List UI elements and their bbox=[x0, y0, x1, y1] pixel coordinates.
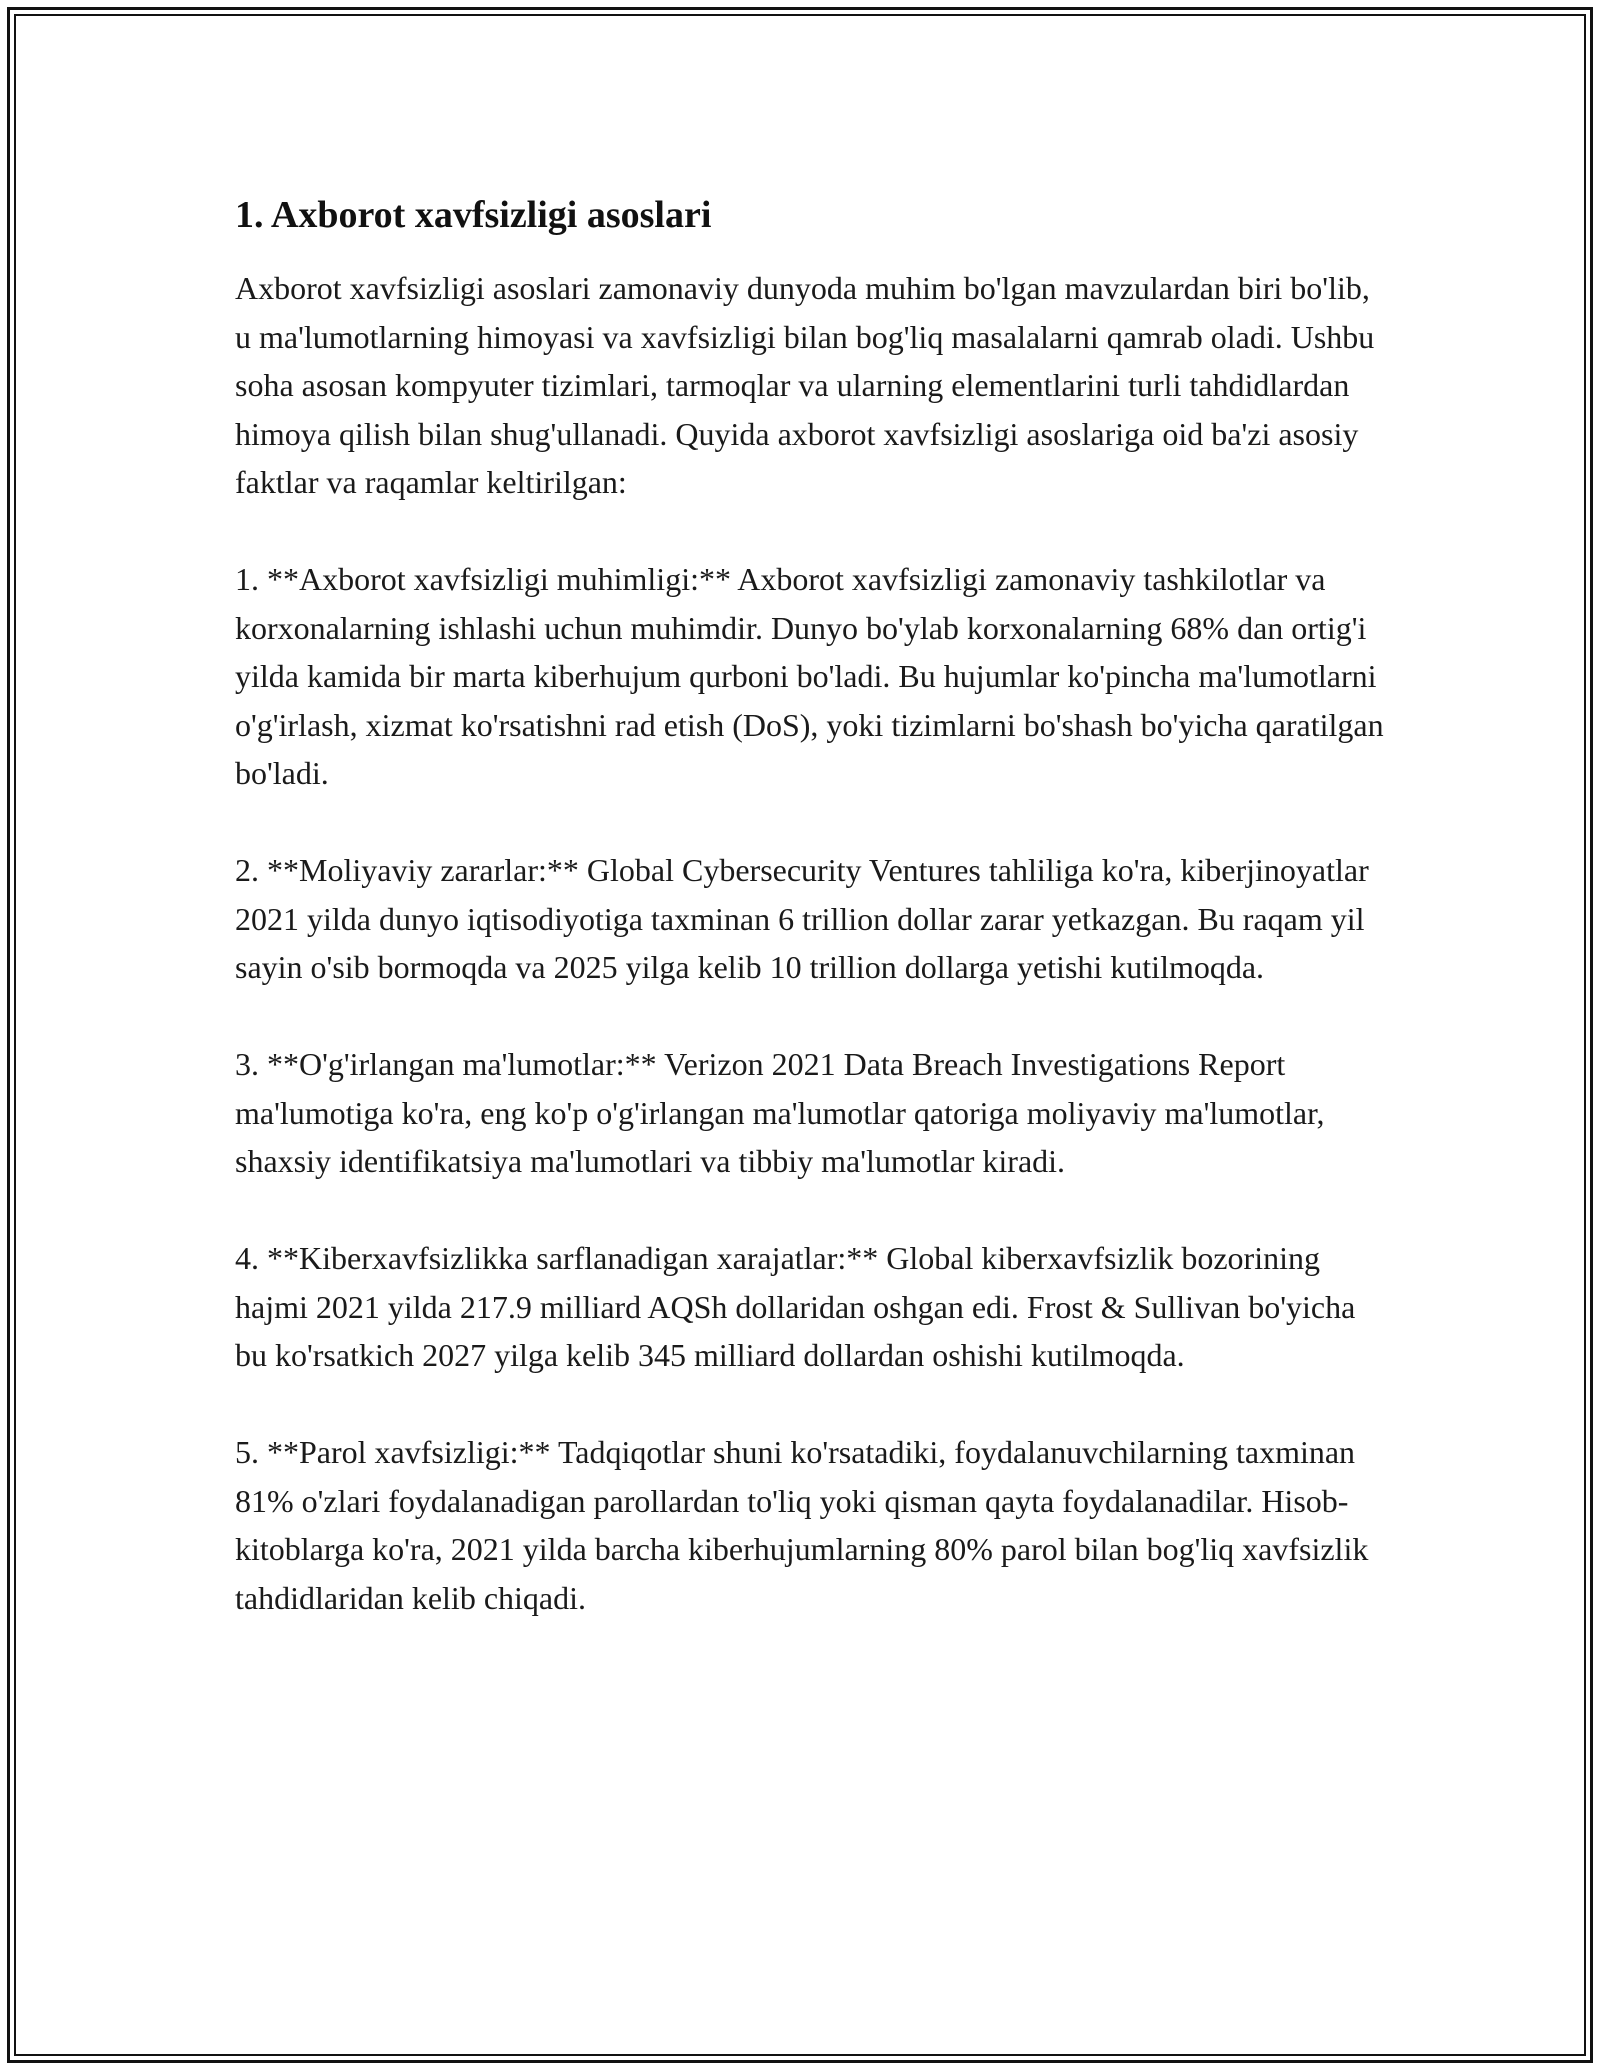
intro-paragraph: Axborot xavfsizligi asoslari zamonaviy dunyoda muhim bo'lgan mavzulardan biri bo'lib, u ma'lumotlarning himoyasi va xavfsizligi bilan bog'liq masalalarni qamrab oladi. Ushbu soha asosan kompyuter tizimlari, tarmoqlar va ularning elementlarini turli tahdidlardan himoya qilish bilan shug'ullanadi. Quyida axborot xavfsizligi asoslariga oid ba'zi asosiy faktlar va raqamlar keltirilgan: bbox=[235, 270, 1375, 500]
list-item-2: 2. **Moliyaviy zararlar:** Global Cybersecurity Ventures tahliliga ko'ra, kiberjinoyatlar 2021 yilda dunyo iqtisodiyotiga taxminan 6 trillion dollar zarar yetkazgan. Bu raqam yil sayin o'sib bormoqda va 2025 yilga kelib 10 trillion dollarga yetishi kutilmoqda. bbox=[235, 852, 1369, 985]
list-item-5: 5. **Parol xavfsizligi:** Tadqiqotlar shuni ko'rsatadiki, foydalanuvchilarning taxminan 81% o'zlari foydalanadigan parollardan to'liq yoki qisman qayta foydalanadilar. Hisob-kitoblarga ko'ra, 2021 yilda barcha kiberhujumlarning 80% parol bilan bog'liq xavfsizlik tahdidlaridan kelib chiqadi. bbox=[235, 1434, 1369, 1616]
list-item-3: 3. **O'g'irlangan ma'lumotlar:** Verizon 2021 Data Breach Investigations Report ma'lumotiga ko'ra, eng ko'p o'g'irlangan ma'lumotlar qatoriga moliyaviy ma'lumotlar, shaxsiy identifikatsiya ma'lumotlari va tibbiy ma'lumotlar kiradi. bbox=[235, 1046, 1325, 1179]
list-item-4: 4. **Kiberxavfsizlikka sarflanadigan xarajatlar:** Global kiberxavfsizlik bozorining hajmi 2021 yilda 217.9 milliard AQSh dollaridan oshgan edi. Frost & Sullivan bo'yicha bu ko'rsatkich 2027 yilga kelib 345 milliard dollardan oshishi kutilmoqda. bbox=[235, 1240, 1356, 1373]
section-title: 1. Axborot xavfsizligi asoslari bbox=[235, 194, 712, 236]
list-item-1: 1. **Axborot xavfsizligi muhimligi:** Axborot xavfsizligi zamonaviy tashkilotlar va korxonalarning ishlashi uchun muhimdir. Dunyo bo'ylab korxonalarning 68% dan ortig'i yilda kamida bir marta kiberhujum qurboni bo'ladi. Bu hujumlar ko'pincha ma'lumotlarni o'g'irlash, xizmat ko'rsatishni rad etish (DoS), yoki tizimlarni bo'shash bo'yicha qaratilgan bo'ladi. bbox=[235, 561, 1384, 791]
document-body bbox=[235, 188, 1385, 1622]
